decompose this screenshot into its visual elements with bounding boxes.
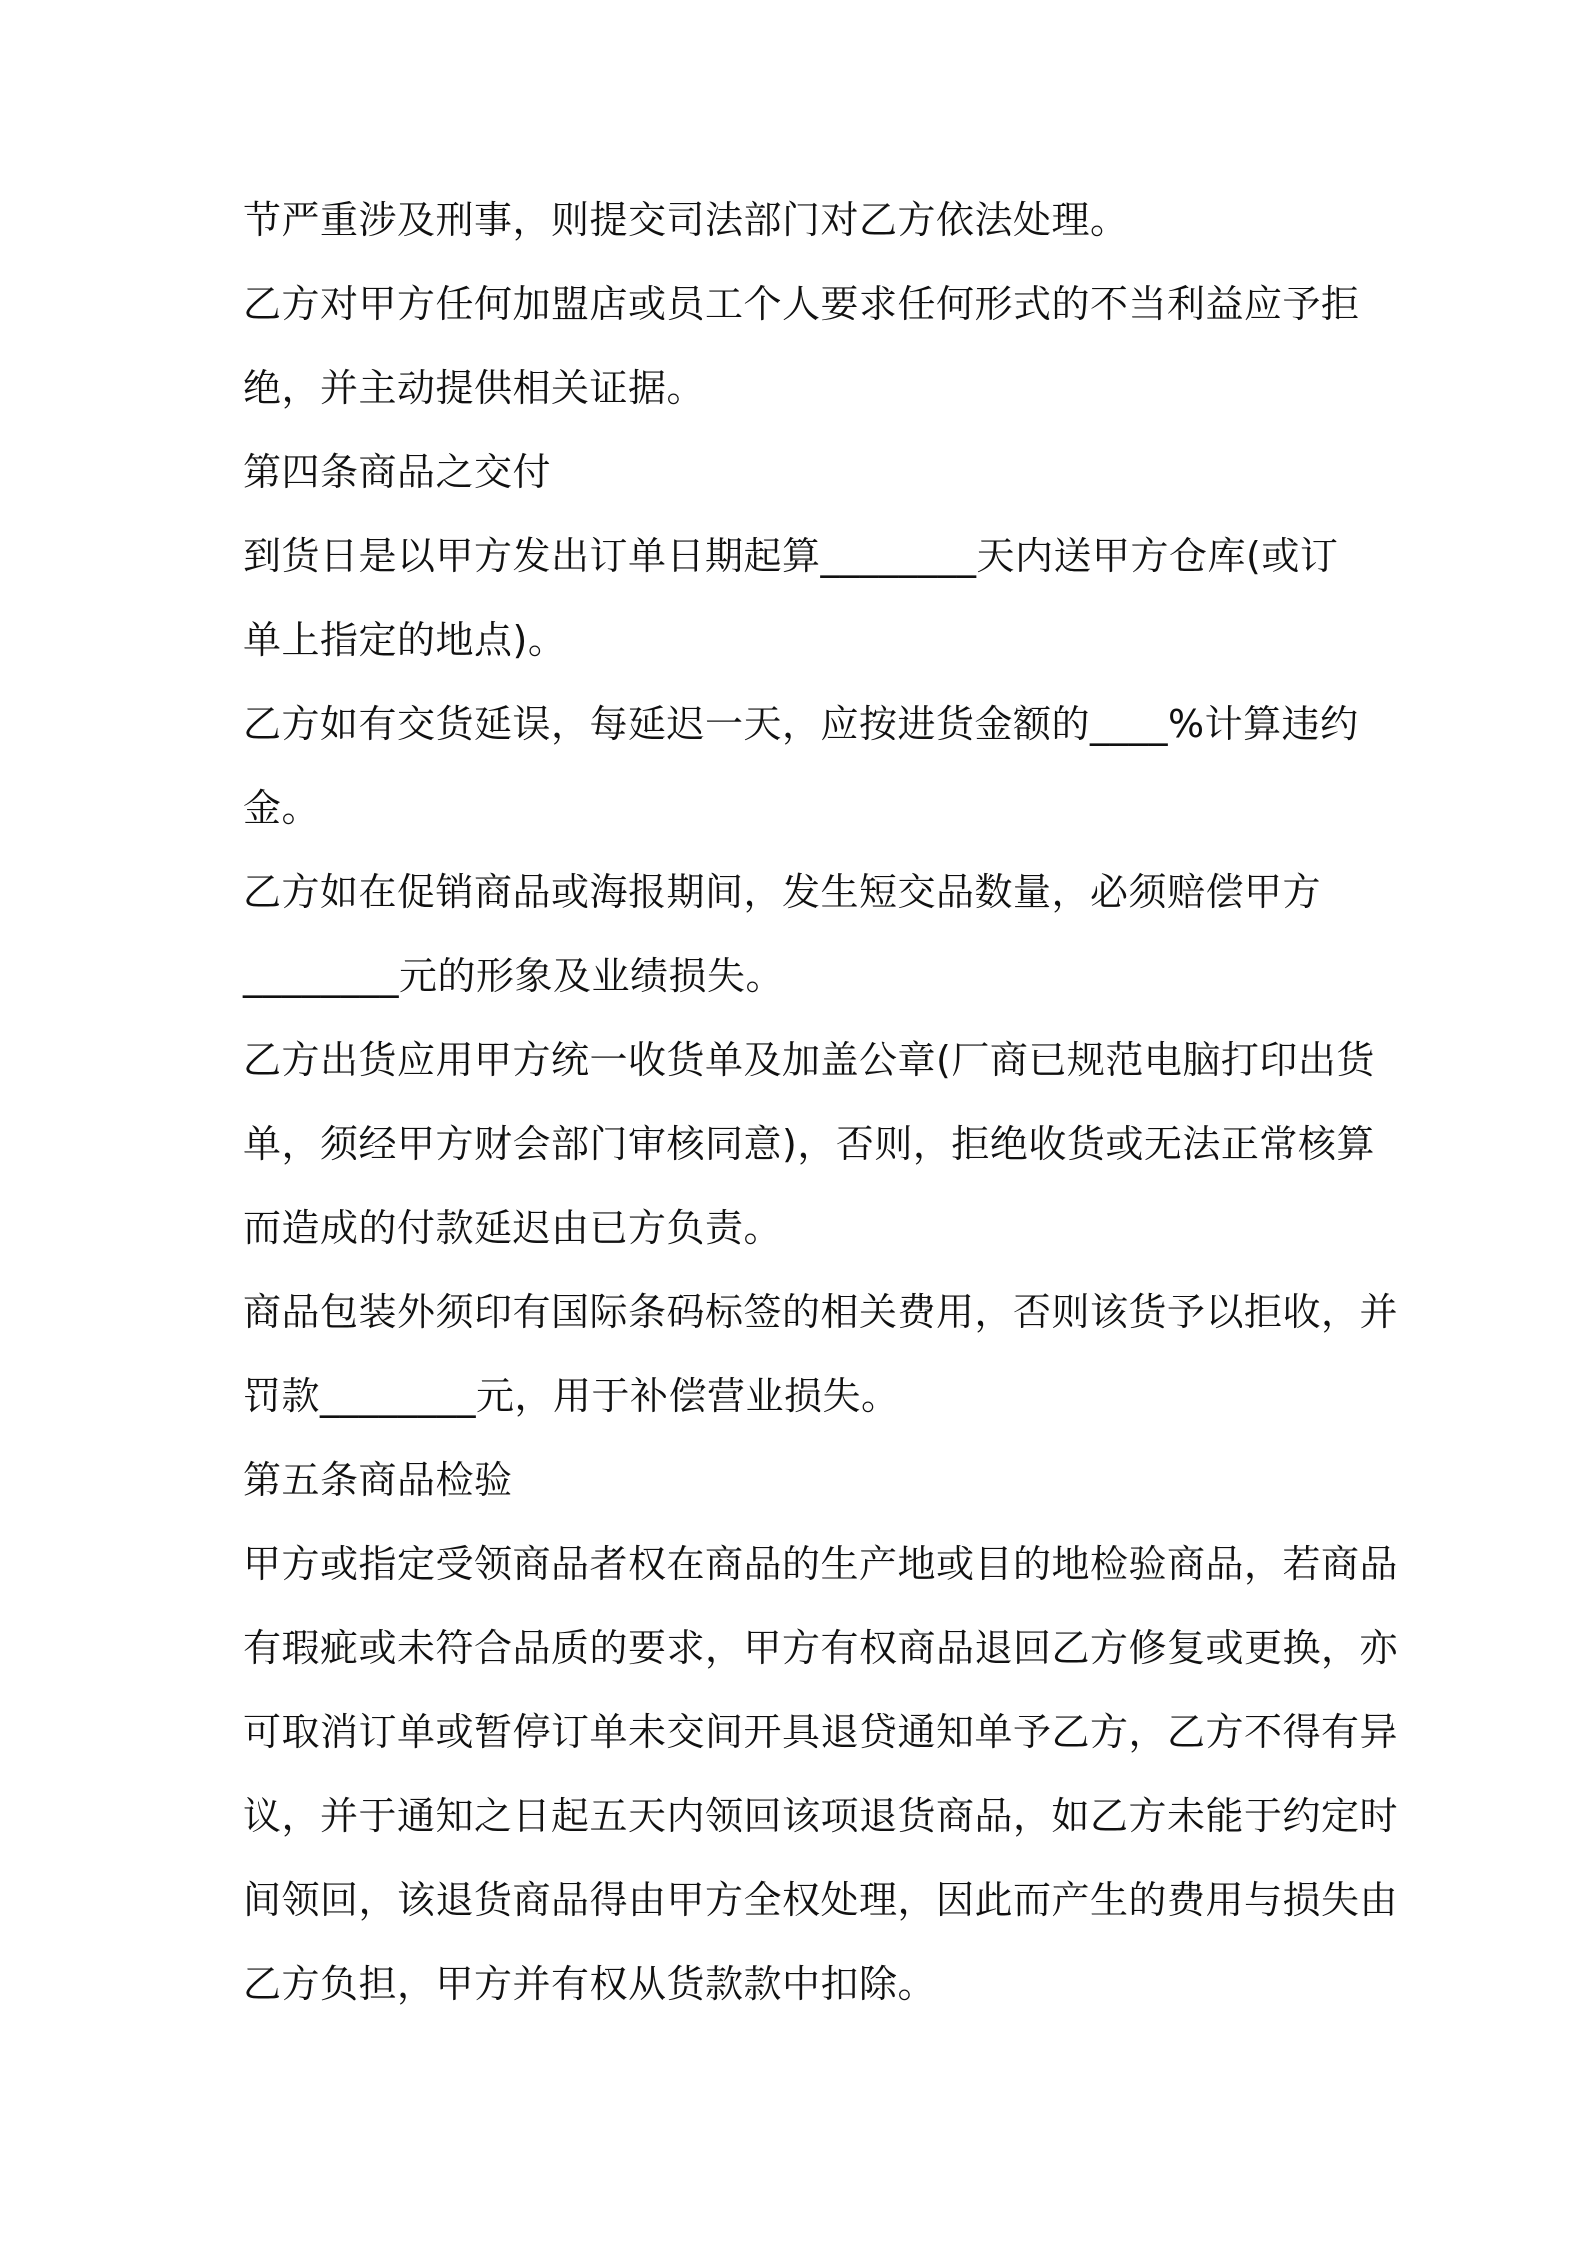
paragraph-line: 罚款________元，用于补偿营业损失。 — [243, 1374, 900, 1418]
paragraph-line: 绝，并主动提供相关证据。 — [243, 366, 706, 410]
paragraph-line: 乙方出货应用甲方统一收货单及加盖公章(厂商已规范电脑打印出货 — [243, 1038, 1375, 1082]
paragraph-line: 单，须经甲方财会部门审核同意)，否则，拒绝收货或无法正常核算 — [243, 1122, 1375, 1166]
section-heading: 第四条商品之交付 — [243, 450, 552, 494]
paragraph-line: 乙方负担，甲方并有权从货款款中扣除。 — [243, 1962, 937, 2006]
paragraph-line: 议，并于通知之日起五天内领回该项退货商品，如乙方未能于约定时 — [243, 1794, 1399, 1838]
paragraph-line: ________元的形象及业绩损失。 — [243, 954, 785, 998]
paragraph-line: 金。 — [243, 786, 321, 830]
section-heading: 第五条商品检验 — [243, 1458, 513, 1502]
paragraph-line: 甲方或指定受领商品者权在商品的生产地或目的地检验商品，若商品 — [243, 1542, 1399, 1586]
paragraph-line: 乙方如在促销商品或海报期间，发生短交品数量，必须赔偿甲方 — [243, 870, 1322, 914]
paragraph-line: 乙方如有交货延误，每延迟一天，应按进货金额的____%计算违约 — [243, 702, 1359, 746]
paragraph-line: 乙方对甲方任何加盟店或员工个人要求任何形式的不当利益应予拒 — [243, 282, 1360, 326]
paragraph-line: 间领回，该退货商品得由甲方全权处理，因此而产生的费用与损失由 — [243, 1878, 1399, 1922]
paragraph-line: 商品包装外须印有国际条码标签的相关费用，否则该货予以拒收，并 — [243, 1290, 1399, 1334]
paragraph-line: 节严重涉及刑事，则提交司法部门对乙方依法处理。 — [243, 198, 1129, 242]
paragraph-line: 单上指定的地点)。 — [243, 618, 567, 662]
paragraph-line: 到货日是以甲方发出订单日期起算________天内送甲方仓库(或订 — [243, 534, 1339, 578]
paragraph-line: 可取消订单或暂停订单未交间开具退贷通知单予乙方，乙方不得有异 — [243, 1710, 1399, 1754]
paragraph-line: 而造成的付款延迟由已方负责。 — [243, 1206, 783, 1250]
paragraph-line: 有瑕疵或未符合品质的要求，甲方有权商品退回乙方修复或更换，亦 — [243, 1626, 1399, 1670]
